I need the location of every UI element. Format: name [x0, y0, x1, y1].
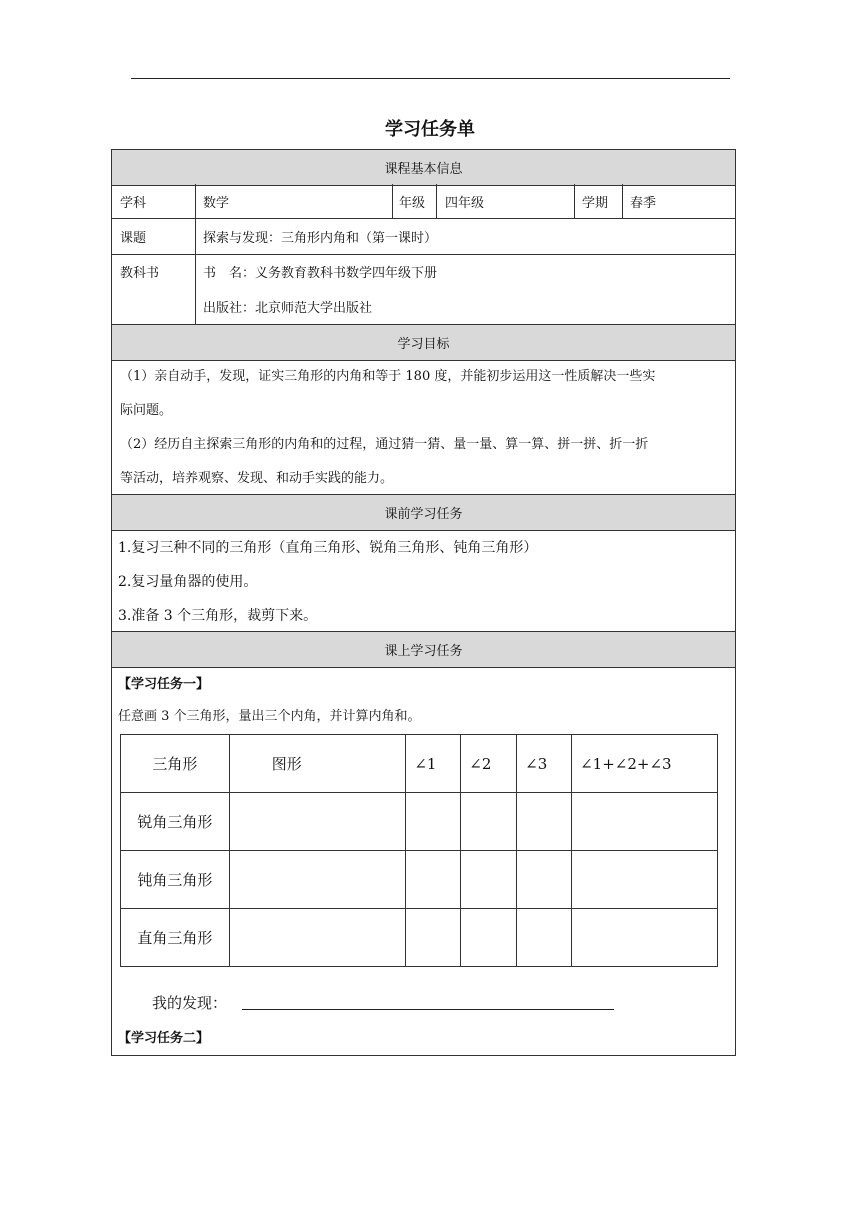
pre-class-item-2: 2.复习量角器的使用。 — [118, 574, 258, 590]
figure-cell[interactable] — [229, 851, 406, 909]
goal-2-line-2: 等活动，培养观察、发现、和动手实践的能力。 — [120, 471, 394, 486]
grade-label: 年级 — [399, 195, 426, 211]
angle-3-cell[interactable] — [517, 909, 572, 967]
pre-class-header: 课前学习任务 — [112, 494, 735, 531]
angle-sum-cell[interactable] — [572, 793, 718, 851]
divider — [392, 184, 393, 219]
header-rule — [131, 78, 730, 79]
angle-sum-cell[interactable] — [572, 909, 718, 967]
subject-label: 学科 — [120, 195, 147, 211]
task-1-title: 【学习任务一】 — [118, 677, 210, 692]
topic-value: 探索与发现：三角形内角和（第一课时） — [203, 231, 438, 246]
table-header-row — [121, 735, 718, 793]
book-name: 书 名：义务教育教科书数学四年级下册 — [203, 265, 438, 281]
basic-info-header: 课程基本信息 — [112, 149, 735, 186]
divider — [436, 184, 437, 219]
table-row — [121, 793, 718, 851]
discovery-answer-line[interactable] — [242, 1009, 614, 1010]
angle-1-cell[interactable] — [406, 793, 461, 851]
row-label-right: 直角三角形 — [121, 909, 230, 967]
row-label-obtuse: 钝角三角形 — [121, 851, 230, 909]
topic-label: 课题 — [120, 231, 147, 246]
pre-class-item-3: 3.准备 3 个三角形，裁剪下来。 — [118, 608, 318, 624]
angle-2-cell[interactable] — [461, 793, 517, 851]
term-value: 春季 — [630, 195, 657, 211]
page-title: 学习任务单 — [385, 119, 475, 140]
angle-3-cell[interactable] — [517, 793, 572, 851]
task-2-title: 【学习任务二】 — [118, 1031, 210, 1046]
angle-2-cell[interactable] — [461, 851, 517, 909]
angle-1-cell[interactable] — [406, 851, 461, 909]
divider — [622, 184, 623, 219]
angle-1-cell[interactable] — [406, 909, 461, 967]
term-label: 学期 — [582, 195, 609, 211]
row-label-acute: 锐角三角形 — [121, 793, 230, 851]
angle-measurement-table — [120, 734, 718, 967]
angle-2-cell[interactable] — [461, 909, 517, 967]
column-header-angle-3: ∠3 — [517, 735, 572, 793]
grade-value: 四年级 — [445, 195, 485, 211]
in-class-header: 课上学习任务 — [112, 631, 735, 668]
pre-class-item-1: 1.复习三种不同的三角形（直角三角形、锐角三角形、钝角三角形） — [118, 540, 538, 556]
column-header-triangle: 三角形 — [121, 735, 230, 793]
discovery-label: 我的发现： — [152, 994, 228, 1012]
divider — [574, 184, 575, 219]
task-sheet-table — [111, 149, 736, 1056]
column-header-angle-1: ∠1 — [406, 735, 461, 793]
angle-sum-cell[interactable] — [572, 851, 718, 909]
goal-1-line-2: 际问题。 — [120, 403, 173, 418]
column-header-angle-sum: ∠1+∠2+∠3 — [572, 735, 718, 793]
goals-header: 学习目标 — [112, 324, 735, 361]
subject-value: 数学 — [203, 195, 230, 211]
column-header-angle-2: ∠2 — [461, 735, 517, 793]
figure-cell[interactable] — [229, 793, 406, 851]
table-row — [121, 909, 718, 967]
angle-3-cell[interactable] — [517, 851, 572, 909]
goal-1-line-1: （1）亲自动手，发现，证实三角形的内角和等于 180 度，并能初步运用这一性质解决一些实 — [120, 369, 656, 384]
goal-2-line-1: （2）经历自主探索三角形的内角和的过程，通过猜一猜、量一量、算一算、拼一拼、折一折 — [120, 437, 649, 452]
figure-cell[interactable] — [229, 909, 406, 967]
table-row — [121, 851, 718, 909]
task-1-description: 任意画 3 个三角形，量出三个内角，并计算内角和。 — [118, 709, 421, 724]
column-header-figure: 图形 — [229, 735, 406, 793]
textbook-label: 教科书 — [120, 265, 160, 281]
publisher: 出版社：北京师范大学出版社 — [203, 300, 373, 316]
